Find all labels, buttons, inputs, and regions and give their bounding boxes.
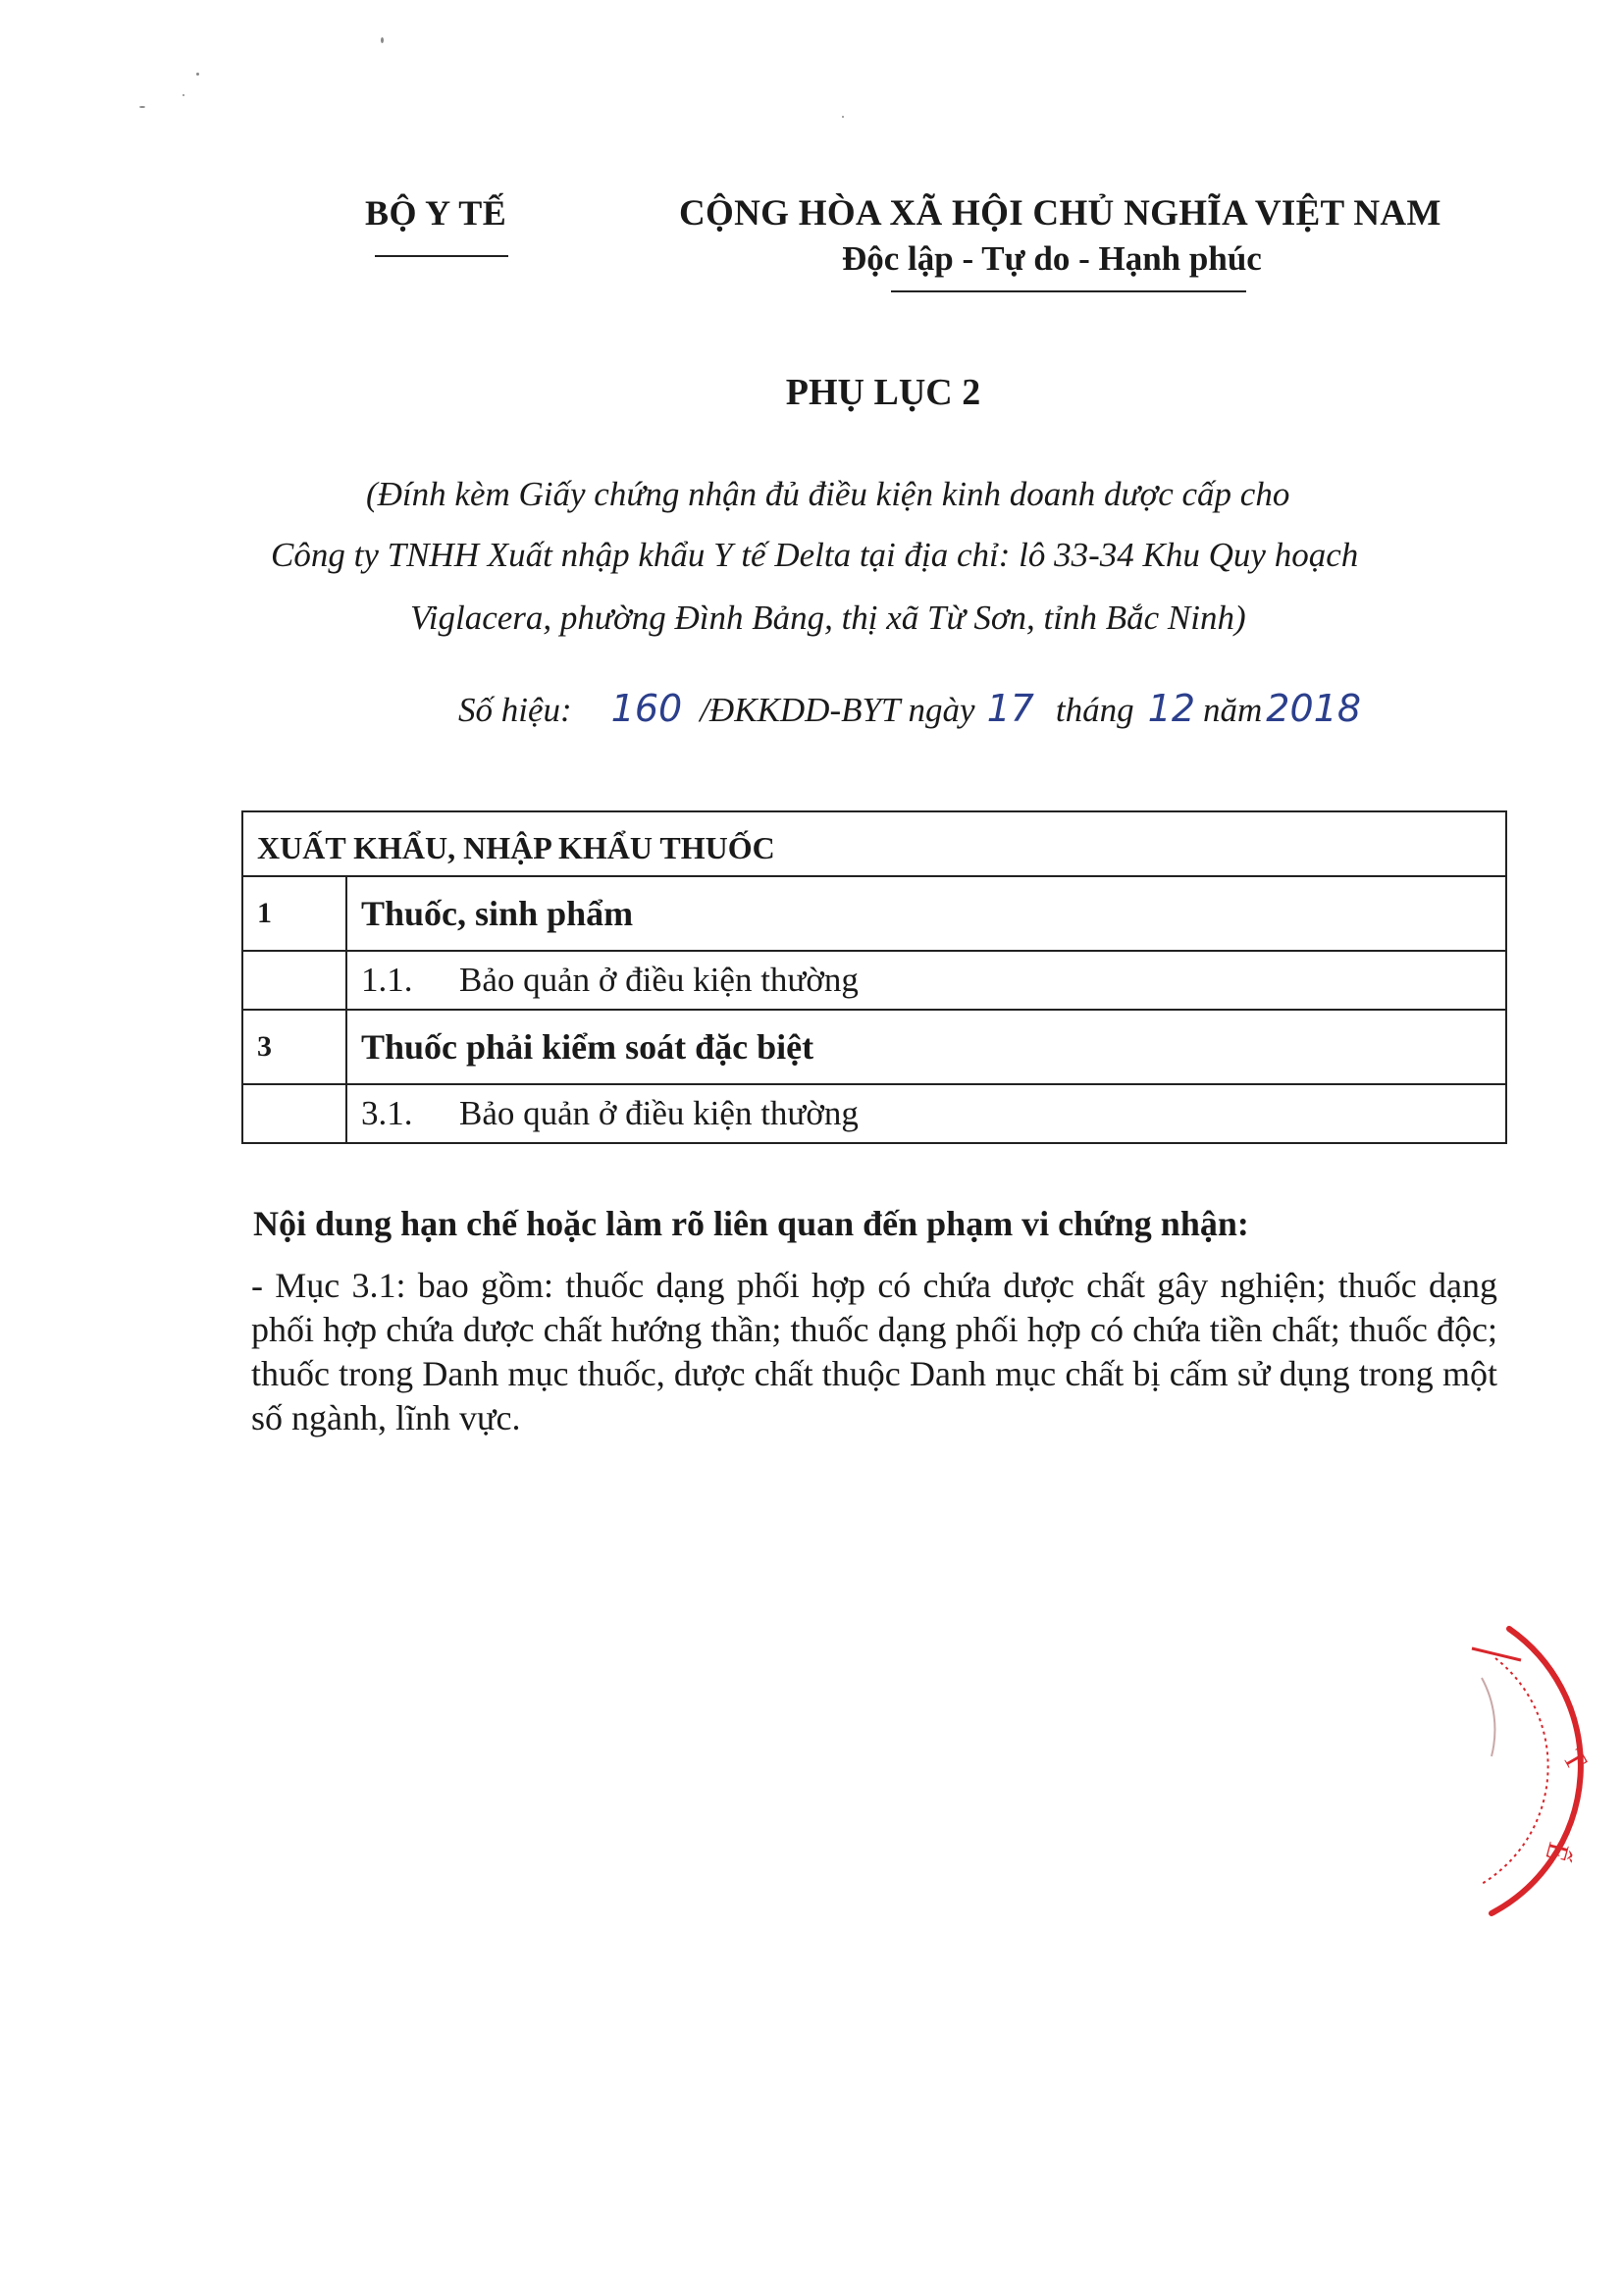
handwritten-month: 12 [1147, 687, 1196, 730]
red-seal-stamp [1452, 1609, 1623, 1923]
notes-body: - Mục 3.1: bao gồm: thuốc dạng phối hợp có chứa dược chất gây nghiện; thuốc dạng phối hợp chứa dược chất hướng thần; thuốc dạng phối hợp có chứa tiền chất; thuốc độc; thuốc trong Danh mục thuốc, dược chất thuộc Danh mục chất bị cấm sử dụng trong một số ngành, lĩnh vực. [251, 1266, 1497, 1437]
seal-glyph-e: Ế [1539, 1839, 1576, 1865]
subitem-number: 1.1. [361, 961, 413, 999]
row-number: 1 [242, 876, 346, 951]
table-section-header: XUẤT KHẨU, NHẬP KHẨU THUỐC [242, 811, 1506, 876]
table-row [242, 951, 1506, 1010]
motto-underline [891, 290, 1246, 292]
page-title: PHỤ LỤC 2 [785, 372, 981, 413]
document-number-line [458, 687, 1361, 730]
row-subitem [346, 1084, 1506, 1143]
handwritten-year: 2018 [1266, 687, 1362, 730]
row-number-empty [242, 951, 346, 1010]
subitem-label: Bảo quản ở điều kiện thường [459, 961, 859, 999]
year-label: năm [1203, 691, 1263, 729]
subitem-number: 3.1. [361, 1094, 413, 1132]
national-motto: Độc lập - Tự do - Hạnh phúc [842, 239, 1262, 278]
row-item: Thuốc, sinh phẩm [346, 876, 1506, 951]
subitem-label: Bảo quản ở điều kiện thường [459, 1094, 859, 1132]
month-label: tháng [1055, 691, 1134, 729]
seal-emblem-trace [1482, 1678, 1494, 1756]
ministry-underline [375, 255, 508, 257]
country-name: CỘNG HÒA XÃ HỘI CHỦ NGHĨA VIỆT NAM [679, 193, 1441, 234]
table-row [242, 1084, 1506, 1143]
attachment-note-line-2: Công ty TNHH Xuất nhập khẩu Y tế Delta tại địa chỉ: lô 33-34 Khu Quy hoạch [271, 536, 1359, 574]
ministry-name: BỘ Y TẾ [365, 193, 507, 233]
attachment-note-line-1: (Đính kèm Giấy chứng nhận đủ điều kiện kinh doanh dược cấp cho [366, 475, 1290, 513]
handwritten-number: 160 [610, 687, 683, 730]
handwritten-day: 17 [986, 687, 1034, 730]
attachment-note-line-3: Viglacera, phường Đình Bảng, thị xã Từ Sơn, tỉnh Bắc Ninh) [410, 599, 1246, 637]
document-number-code: /ĐKKDD-BYT ngày [700, 691, 975, 729]
table-section-row [242, 811, 1506, 876]
row-subitem [346, 951, 1506, 1010]
scope-table [241, 810, 1507, 1144]
table-row [242, 876, 1506, 951]
notes-heading: Nội dung hạn chế hoặc làm rõ liên quan đến phạm vi chứng nhận: [253, 1204, 1249, 1243]
seal-inner-ring [1482, 1658, 1548, 1884]
row-item: Thuốc phải kiểm soát đặc biệt [346, 1010, 1506, 1084]
document-number-prefix: Số hiệu: [458, 691, 572, 729]
table-row [242, 1010, 1506, 1084]
row-number-empty [242, 1084, 346, 1143]
seal-glyph-t: T [1555, 1744, 1594, 1776]
row-number: 3 [242, 1010, 346, 1084]
